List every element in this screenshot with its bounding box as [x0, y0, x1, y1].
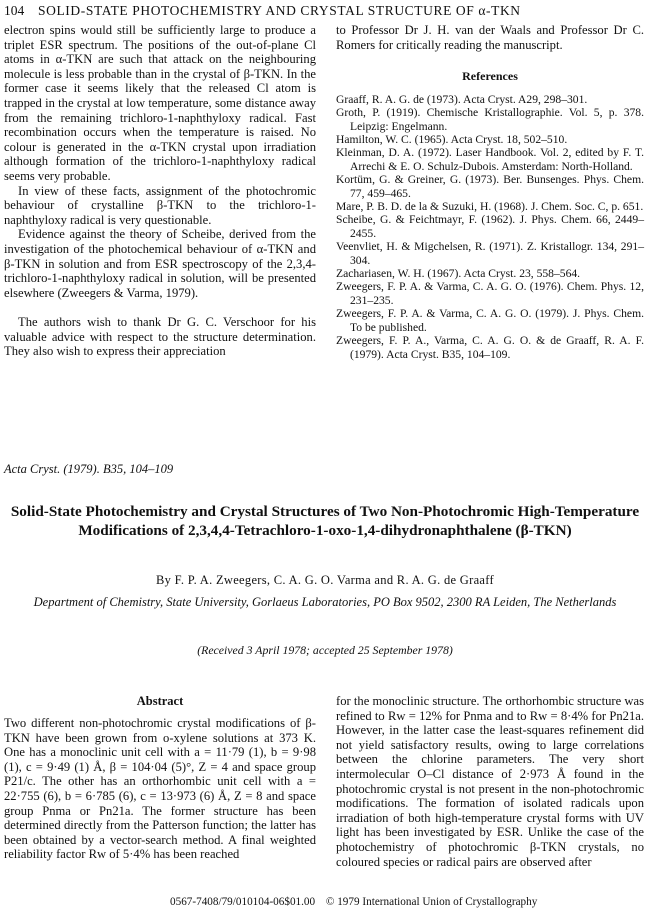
abstract-text-continued: for the monoclinic structure. The orthorhombic structure was refined to Rw = 12% for Pnma and to Rw = 8·4% for Pn21a. However, in the latter case the least-squares refinement did not yield satisfactory results, owing to large correlations between the chlorine parameters. The very short intermolecular O–Cl distance of 2·973 Å found in the photochromic crystal is not present in the non-photochromic modifications. The formation of isolated radicals upon irradiation of both high-temperature crystal forms with UV light has been investigated by ESR. Unlike the case of the photochemistry of photochromic β-TKN crystals, no coloured species or radical pairs are observed after — [336, 694, 644, 869]
reference-item: Graaff, R. A. G. de (1973). Acta Cryst. A29, 298–301. — [336, 92, 588, 106]
acknowledgement-paragraph: The authors wish to thank Dr G. C. Verschoor for his valuable advice with respect to the structure determination. They also wish to express their appreciation — [4, 315, 316, 359]
reference-item: Veenvliet, H. & Migchelsen, R. (1971). Z. Kristallogr. 134, 291–304. — [336, 240, 644, 267]
footer — [170, 896, 537, 908]
reference-item: Mare, P. B. D. de la & Suzuki, H. (1968). J. Chem. Soc. C, p. 651. — [336, 200, 644, 214]
reference-item: Hamilton, W. C. (1965). Acta Cryst. 18, 502–510. — [336, 133, 568, 146]
reference-item: Zweegers, F. P. A., Varma, C. A. G. O. & de Graaff, R. A. F. (1979). Acta Cryst. B35, 104–109. — [336, 334, 644, 361]
reference-item: Zweegers, F. P. A. & Varma, C. A. G. O. (1979). J. Phys. Chem. To be published. — [336, 307, 644, 334]
abstract-text: Two different non-photochromic crystal modifications of β-TKN have been grown from o-xylene solutions at 373 K. One has a monoclinic unit cell with a = 11·79 (1), b = 9·98 (1), c = 9·49 (1) Å, β = 104·04 (5)°, Z = 4 and space group P21/c. The other has an orthorhombic unit cell with a = 22·755 (6), b = 6·785 (6), c = 13·973 (6) Å, Z = 8 and space group Pnma or Pn21a. The former structure has been determined directly from the Patterson function; the latter has been obtained by a vector-search method. A final weighted reliability factor Rw of 5·4% has been reached — [4, 716, 316, 862]
reference-list — [336, 93, 644, 361]
abstract-left — [4, 716, 316, 862]
copyright: © 1979 International Union of Crystallography — [325, 896, 538, 908]
reference-item: Zweegers, F. P. A. & Varma, C. A. G. O. (1976). Chem. Phys. 12, 231–235. — [336, 280, 644, 307]
reference-item: Kleinman, D. A. (1972). Laser Handbook. Vol. 2, edited by F. T. Arrechi & E. O. Schulz-Dubois. Amsterdam: North-Holland. — [336, 146, 644, 173]
paragraph: electron spins would still be sufficiently large to produce a triplet ESR spectrum. The positions of the out-of-plane Cl atoms in α-TKN are such that attack on the neighbouring molecule is less probable than in the crystal of β-TKN. In the former case it seems likely that the released Cl atom is trapped in the crystal at low temperature, some distance away from the remaining trichloro-1-naphthyloxy radical. Fast recombination occurs when the temperature is raised. No colour is generated in the α-TKN crystal upon irradiation although formation of the trichloro-1-naphthyloxy radical seems very probable. — [4, 23, 316, 183]
paragraph: Evidence against the theory of Scheibe, derived from the investigation of the photochemical behaviour of α-TKN and β-TKN in solution and from ESR spectroscopy of the 2,3,4-trichloro-1-naphthyloxy radical in solution, will be presented elsewhere (Zweegers & Varma, 1979). — [4, 227, 316, 300]
article-authors: By F. P. A. Zweegers, C. A. G. O. Varma and R. A. G. de Graaff — [156, 573, 494, 587]
article-title: Solid-State Photochemistry and Crystal Structures of Two Non-Photochromic High-Temperature Modifications of 2,3,4,4-Tetrachloro-1-oxo-1,4-dihydronaphthalene (β-TKN) — [10, 503, 640, 539]
reference-item: Scheibe, G. & Feichtmayr, F. (1962). J. Phys. Chem. 66, 2449–2455. — [336, 213, 644, 240]
issn: 0567-7408/79/010104-06$01.00 — [170, 896, 316, 908]
article-affiliation: Department of Chemistry, State University, Gorlaeus Laboratories, PO Box 9502, 2300 RA Leiden, The Netherlands — [33, 595, 617, 609]
abstract-heading: Abstract — [136, 694, 184, 708]
right-column — [336, 23, 644, 361]
abstract-right — [336, 694, 644, 869]
paragraph: In view of these facts, assignment of the photochromic behaviour of crystalline β-TKN to the trichloro-1-naphthyloxy radical is very questionable. — [4, 183, 316, 227]
reference-item: Groth, P. (1919). Chemische Kristallographie. Vol. 5, p. 378. Leipzig: Engelmann. — [336, 106, 644, 133]
received-dates: (Received 3 April 1978; accepted 25 September 1978) — [197, 643, 453, 657]
running-title: SOLID-STATE PHOTOCHEMISTRY AND CRYSTAL STRUCTURE OF α-TKN — [38, 3, 521, 18]
article-citation: Acta Cryst. (1979). B35, 104–109 — [4, 462, 174, 476]
reference-item: Kortüm, G. & Greiner, G. (1973). Ber. Bunsenges. Phys. Chem. 77, 459–465. — [336, 173, 644, 200]
reference-item: Zachariasen, W. H. (1967). Acta Cryst. 23, 558–564. — [336, 267, 581, 281]
references-heading: References — [462, 69, 518, 84]
page-number: 104 — [4, 3, 25, 18]
left-column — [4, 23, 316, 359]
acknowledgement-continued: to Professor Dr J. H. van der Waals and Professor Dr C. Romers for critically reading the manuscript. — [336, 23, 644, 52]
